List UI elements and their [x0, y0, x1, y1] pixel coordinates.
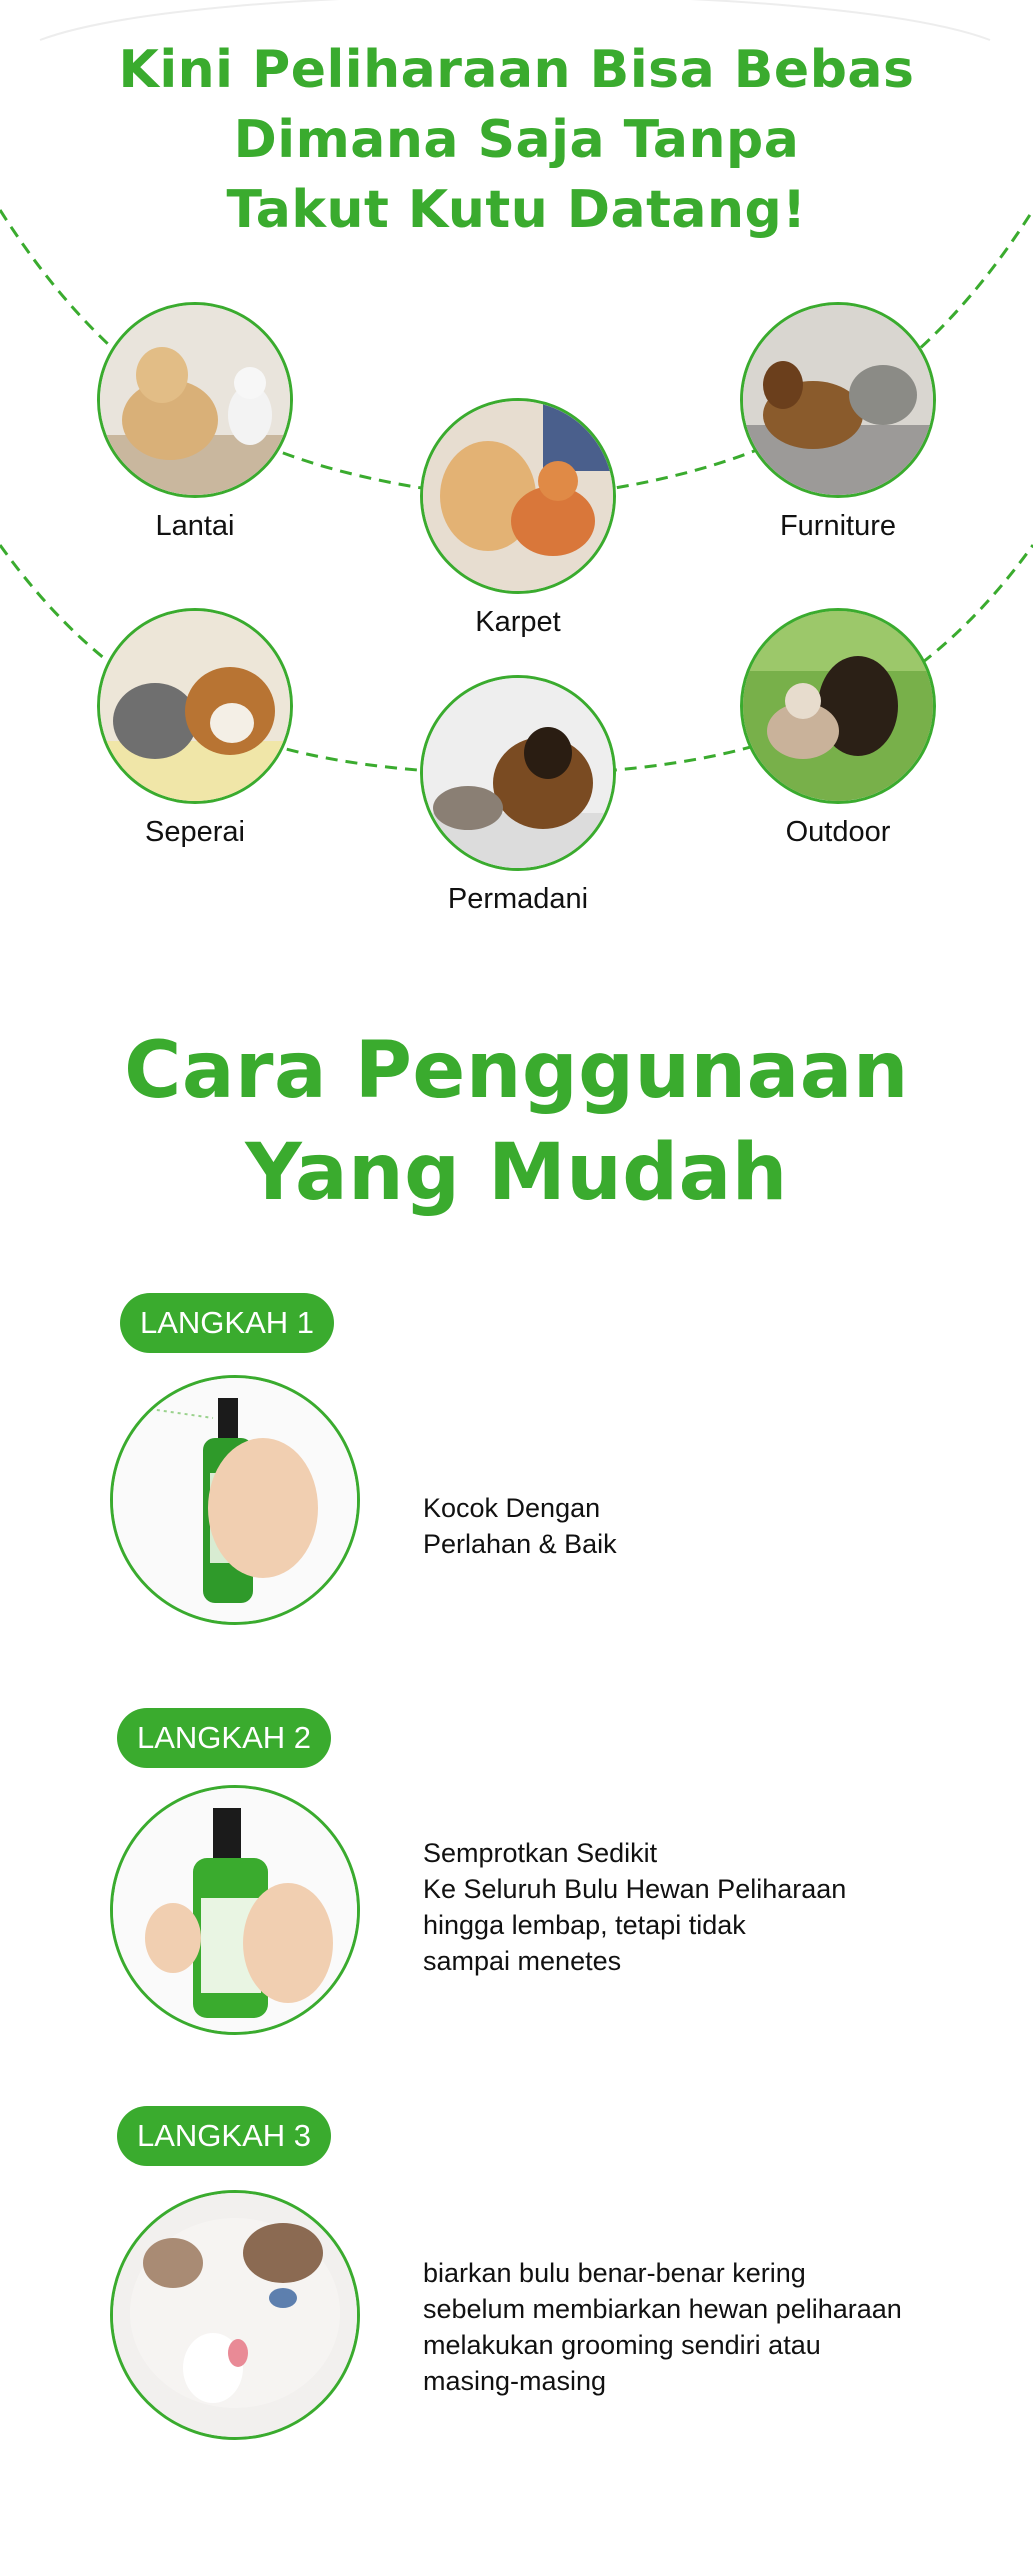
place-label: Lantai: [155, 510, 235, 542]
place-permadani: [418, 675, 618, 916]
place-furniture: [738, 302, 938, 543]
place-outdoor: [738, 608, 938, 849]
shepherd-and-cat-on-rug-photo: [420, 675, 616, 871]
hand-holding-spray-bottle-photo: [110, 1375, 360, 1625]
place-lantai: [95, 302, 295, 543]
step-2-badge: LANGKAH 2: [117, 1708, 331, 1768]
place-label: Seperai: [145, 816, 245, 848]
step-3-text: [423, 2255, 983, 2399]
place-karpet: [418, 398, 618, 639]
step-text-line: Semprotkan Sedikit: [423, 1838, 658, 1868]
step-text-line: Kocok Dengan: [423, 1493, 601, 1523]
place-seperai: [95, 608, 295, 849]
step-text-line: biarkan bulu benar-benar kering: [423, 2258, 806, 2288]
step-text-line: sebelum membiarkan hewan peliharaan: [423, 2294, 902, 2324]
place-label: Furniture: [779, 510, 897, 542]
headline-line-3: Takut Kutu Datang!: [226, 180, 807, 240]
place-label: Permadani: [447, 883, 589, 915]
howto-title-line-2: Yang Mudah: [245, 1128, 788, 1218]
headline-line-1: Kini Peliharaan Bisa Bebas: [118, 40, 915, 100]
step-text-line: Perlahan & Baik: [423, 1529, 617, 1559]
step-text-line: hingga lembap, tetapi tidak: [423, 1910, 746, 1940]
step-1-text: [423, 1490, 983, 1562]
step-text-line: masing-masing: [423, 2366, 607, 2396]
dog-and-kitten-on-grass-photo: [740, 608, 936, 804]
step-2-text: [423, 1835, 983, 1979]
place-label: Outdoor: [785, 816, 891, 848]
place-label: Karpet: [475, 606, 561, 638]
howto-title: [0, 1020, 1033, 1224]
puppy-and-kitten-on-carpet-photo: [420, 398, 616, 594]
step-text-line: Ke Seluruh Bulu Hewan Peliharaan: [423, 1874, 847, 1904]
step-3-badge: LANGKAH 3: [117, 2106, 331, 2166]
cat-and-corgi-on-bed-photo: [97, 608, 293, 804]
step-text-line: sampai menetes: [423, 1946, 622, 1976]
spray-bottle-label-photo: [110, 1785, 360, 2035]
step-text-line: melakukan grooming sendiri atau: [423, 2330, 821, 2360]
step-1-badge: LANGKAH 1: [120, 1293, 334, 1353]
cat-licking-paw-photo: [110, 2190, 360, 2440]
headline: [0, 35, 1033, 245]
headline-line-2: Dimana Saja Tanpa: [233, 110, 800, 170]
dog-and-cat-on-floor-photo: [97, 302, 293, 498]
faint-circle-outline: [40, 0, 990, 40]
howto-title-line-1: Cara Penggunaan: [124, 1026, 909, 1116]
dog-and-cat-on-sofa-photo: [740, 302, 936, 498]
